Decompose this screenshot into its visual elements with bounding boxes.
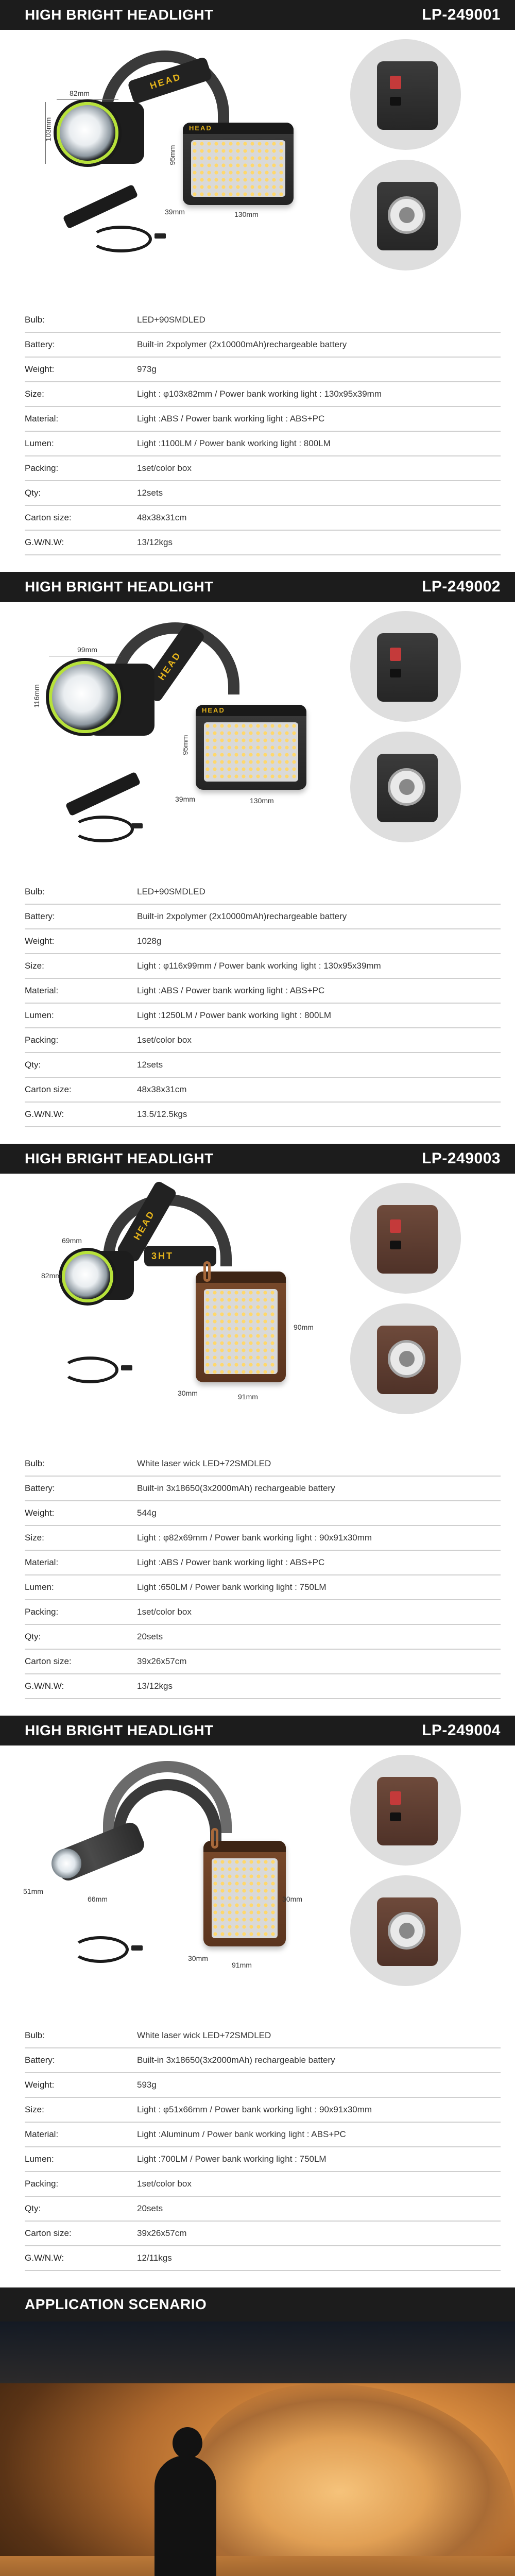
spec-row — [25, 1028, 501, 1053]
spec-row — [25, 1452, 501, 1477]
headband-alt-mark: 3HT — [151, 1251, 174, 1261]
spec-value: 1set/color box — [137, 463, 192, 473]
dimension-bank-width: 130mm — [250, 796, 274, 805]
product-banner — [0, 0, 515, 30]
spec-row — [25, 2246, 501, 2271]
usb-port-icon — [390, 1219, 401, 1233]
type-c-port-icon — [390, 1241, 401, 1249]
led-panel — [212, 1858, 278, 1938]
spec-label: Battery: — [25, 1483, 55, 1493]
person-silhouette-head — [173, 2427, 202, 2459]
spec-table — [25, 2024, 501, 2271]
spec-row — [25, 456, 501, 481]
dimension-lamp-width: 99mm — [77, 646, 97, 654]
spec-row — [25, 2073, 501, 2098]
spec-row — [25, 506, 501, 531]
spec-value: Light : φ82x69mm / Power bank working light : 90x91x30mm — [137, 1533, 372, 1543]
spec-row — [25, 1078, 501, 1103]
product-section-4 — [0, 1716, 515, 2287]
spec-label: Packing: — [25, 1607, 59, 1617]
product-banner — [0, 1144, 515, 1174]
spec-value: Light :1250LM / Power bank working light : 800LM — [137, 1010, 332, 1020]
spec-label: Qty: — [25, 1632, 41, 1641]
power-button-icon — [399, 1351, 415, 1366]
lit-rock-formation — [196, 2383, 515, 2576]
spec-row — [25, 954, 501, 979]
spec-label: Material: — [25, 986, 59, 995]
spec-value: 13/12kgs — [137, 537, 173, 547]
led-panel — [204, 1289, 278, 1374]
spec-table — [25, 1452, 501, 1699]
spec-label: Carton size: — [25, 1084, 72, 1094]
power-bank — [196, 705, 306, 790]
scenario-photo-rocks — [0, 2321, 515, 2576]
spec-row — [25, 333, 501, 358]
product-title: HIGH BRIGHT HEADLIGHT — [25, 1722, 214, 1738]
spec-row — [25, 1650, 501, 1674]
spec-label: Size: — [25, 389, 44, 399]
spec-value: Built-in 3x18650(3x2000mAh) rechargeable battery — [137, 1483, 335, 1493]
spec-row — [25, 382, 501, 407]
spec-value: 20sets — [137, 1632, 163, 1641]
spec-label: G.W/N.W: — [25, 1109, 64, 1119]
spec-label: Material: — [25, 2129, 59, 2139]
type-c-port-icon — [390, 1812, 401, 1821]
product-title: HIGH BRIGHT HEADLIGHT — [25, 7, 214, 23]
power-button-icon — [399, 779, 415, 794]
spec-value: 20sets — [137, 2204, 163, 2213]
spec-value: 48x38x31cm — [137, 1084, 187, 1094]
headband-brand-mark: HEAD — [148, 71, 183, 91]
product-code: LP-249001 — [422, 6, 501, 23]
spec-row — [25, 2048, 501, 2073]
application-scenario-section — [0, 2287, 515, 2576]
usb-plug — [131, 1945, 143, 1951]
spec-row — [25, 1053, 501, 1078]
dimension-lamp-height: 82mm — [41, 1272, 61, 1280]
spec-row — [25, 2024, 501, 2048]
application-title: APPLICATION SCENARIO — [25, 2296, 207, 2312]
dimension-bank-depth: 30mm — [178, 1389, 198, 1397]
spec-label: Packing: — [25, 463, 59, 473]
detail-button-circle — [350, 1303, 461, 1414]
spec-label: Bulb: — [25, 1459, 45, 1468]
spec-value: Light : φ103x82mm / Power bank working light : 130x95x39mm — [137, 389, 382, 399]
dimension-bank-height: 95mm — [168, 145, 177, 165]
power-bank — [183, 123, 294, 205]
headlamp-lens — [49, 661, 121, 733]
spec-label: Weight: — [25, 2080, 55, 2090]
spec-value: 13/12kgs — [137, 1681, 173, 1691]
product-code: LP-249002 — [422, 578, 501, 595]
spec-row — [25, 2222, 501, 2246]
usb-cable — [90, 226, 152, 252]
spec-value: 39x26x57cm — [137, 1656, 187, 1666]
spec-value: 12sets — [137, 1060, 163, 1070]
spec-label: G.W/N.W: — [25, 1681, 64, 1691]
product-banner — [0, 1716, 515, 1745]
dimension-lamp-height: 103mm — [44, 117, 53, 142]
spec-label: Battery: — [25, 2055, 55, 2065]
spec-value: 1set/color box — [137, 1035, 192, 1045]
spec-row — [25, 358, 501, 382]
detail-button-circle — [350, 732, 461, 842]
spec-row — [25, 2098, 501, 2123]
spec-label: Weight: — [25, 364, 55, 374]
power-bank — [203, 1841, 286, 1946]
dimension-bank-width: 130mm — [234, 210, 259, 218]
usb-cable — [72, 816, 134, 842]
spec-row — [25, 905, 501, 929]
usb-plug — [121, 1365, 132, 1370]
spec-row — [25, 1526, 501, 1551]
spec-row — [25, 531, 501, 555]
spec-row — [25, 1477, 501, 1501]
spec-label: Lumen: — [25, 1010, 54, 1020]
product-code: LP-249004 — [422, 1722, 501, 1739]
spec-value: Light :ABS / Power bank working light : ABS+PC — [137, 414, 325, 423]
headlamp-lens — [57, 102, 118, 164]
spec-label: Size: — [25, 2105, 44, 2114]
spec-label: Bulb: — [25, 887, 45, 896]
spec-label: Qty: — [25, 2204, 41, 2213]
spec-row — [25, 481, 501, 506]
spec-row — [25, 929, 501, 954]
dimension-lamp-height: 116mm — [32, 684, 41, 708]
dimension-bank-height: 95mm — [181, 735, 190, 755]
dimension-lamp-height: 51mm — [23, 1887, 43, 1895]
power-bank — [196, 1272, 286, 1382]
spec-value: 12/11kgs — [137, 2253, 172, 2263]
spec-label: G.W/N.W: — [25, 2253, 64, 2263]
spec-row — [25, 1103, 501, 1127]
usb-port-icon — [390, 76, 401, 89]
led-panel — [204, 722, 298, 782]
spec-value: 593g — [137, 2080, 157, 2090]
product-section-1 — [0, 0, 515, 572]
hanging-hook — [203, 1261, 211, 1282]
spec-value: Light :ABS / Power bank working light : ABS+PC — [137, 1557, 325, 1567]
detail-ports-circle — [350, 1183, 461, 1294]
power-button-icon — [399, 207, 415, 223]
spec-label: Lumen: — [25, 1582, 54, 1592]
spec-label: Lumen: — [25, 438, 54, 448]
spec-value: Light :Aluminum / Power bank working light : ABS+PC — [137, 2129, 346, 2139]
spec-label: Carton size: — [25, 2228, 72, 2238]
dimension-bank-depth: 30mm — [188, 1954, 208, 1962]
spec-label: Material: — [25, 414, 59, 423]
spec-label: Size: — [25, 961, 44, 971]
detail-button-circle — [350, 1875, 461, 1986]
usb-plug — [154, 233, 166, 239]
spec-row — [25, 1551, 501, 1575]
headband-brand-mark: HEAD — [131, 1208, 157, 1242]
spec-value: 48x38x31cm — [137, 513, 187, 522]
spec-label: Size: — [25, 1533, 44, 1543]
spec-label: Weight: — [25, 1508, 55, 1518]
usb-cable — [72, 1936, 129, 1963]
spec-row — [25, 308, 501, 333]
spec-row — [25, 432, 501, 456]
product-illustration — [0, 1745, 515, 2024]
spec-label: Packing: — [25, 2179, 59, 2189]
product-title: HIGH BRIGHT HEADLIGHT — [25, 579, 214, 595]
spec-row — [25, 1501, 501, 1526]
application-banner — [0, 2287, 515, 2321]
spec-value: Built-in 3x18650(3x2000mAh) rechargeable battery — [137, 2055, 335, 2065]
spec-label: G.W/N.W: — [25, 537, 64, 547]
spec-row — [25, 1575, 501, 1600]
usb-port-icon — [390, 648, 401, 661]
spec-label: Bulb: — [25, 315, 45, 325]
dimension-bank-width: 91mm — [238, 1393, 258, 1401]
spec-row — [25, 1600, 501, 1625]
spec-value: Light :700LM / Power bank working light : 750LM — [137, 2154, 327, 2164]
spec-value: 1set/color box — [137, 1607, 192, 1617]
spec-value: Light : φ51x66mm / Power bank working light : 90x91x30mm — [137, 2105, 372, 2114]
spec-value: 1set/color box — [137, 2179, 192, 2189]
spec-label: Packing: — [25, 1035, 59, 1045]
spec-row — [25, 880, 501, 905]
detail-ports-circle — [350, 39, 461, 150]
spec-row — [25, 1625, 501, 1650]
dimension-bank-height: 90mm — [294, 1323, 314, 1331]
dimension-bank-depth: 39mm — [175, 795, 195, 803]
dimension-bank-height: 30mm — [282, 1895, 302, 1903]
power-button-icon — [399, 1923, 415, 1938]
spec-table — [25, 880, 501, 1127]
spec-value: 12sets — [137, 488, 163, 498]
spec-value: 973g — [137, 364, 157, 374]
spec-label: Battery: — [25, 340, 55, 349]
spec-value: 13.5/12.5kgs — [137, 1109, 187, 1119]
person-silhouette — [154, 2455, 216, 2576]
product-illustration — [0, 602, 515, 880]
bank-brand-mark: HEAD — [202, 706, 225, 714]
bank-brand-mark: HEAD — [189, 124, 212, 132]
product-code: LP-249003 — [422, 1150, 501, 1167]
spec-value: Built-in 2xpolymer (2x10000mAh)rechargeable battery — [137, 340, 347, 349]
dimension-bank-depth: 39mm — [165, 208, 185, 216]
spec-value: Light :ABS / Power bank working light : ABS+PC — [137, 986, 325, 995]
spec-row — [25, 1004, 501, 1028]
spec-row — [25, 407, 501, 432]
usb-cable — [62, 1357, 118, 1383]
product-illustration — [0, 30, 515, 308]
spec-value: 39x26x57cm — [137, 2228, 187, 2238]
spec-label: Carton size: — [25, 513, 72, 522]
detail-button-circle — [350, 160, 461, 270]
spec-row — [25, 979, 501, 1004]
spec-row — [25, 2197, 501, 2222]
product-title: HIGH BRIGHT HEADLIGHT — [25, 1150, 214, 1166]
spec-label: Carton size: — [25, 1656, 72, 1666]
type-c-port-icon — [390, 669, 401, 677]
spec-label: Qty: — [25, 1060, 41, 1070]
dimension-bank-width: 91mm — [232, 1961, 252, 1969]
spec-table — [25, 308, 501, 555]
spec-value: Light :650LM / Power bank working light : 750LM — [137, 1582, 327, 1592]
spec-value: 1028g — [137, 936, 162, 946]
spec-value: 544g — [137, 1508, 157, 1518]
usb-port-icon — [390, 1791, 401, 1805]
product-illustration — [0, 1174, 515, 1452]
spec-value: White laser wick LED+72SMDLED — [137, 2030, 271, 2040]
product-section-2 — [0, 572, 515, 1144]
headband-brand-mark: HEAD — [156, 649, 183, 682]
headlamp-lens — [62, 1251, 113, 1302]
dimension-lamp-width: 69mm — [62, 1236, 82, 1245]
usb-plug — [131, 823, 143, 828]
spec-label: Lumen: — [25, 2154, 54, 2164]
spec-row — [25, 2172, 501, 2197]
hanging-hook — [211, 1828, 218, 1849]
spec-row — [25, 2147, 501, 2172]
dimension-line — [57, 99, 118, 100]
type-c-port-icon — [390, 97, 401, 106]
product-banner — [0, 572, 515, 602]
spec-label: Battery: — [25, 911, 55, 921]
spec-label: Weight: — [25, 936, 55, 946]
spec-value: Light : φ116x99mm / Power bank working light : 130x95x39mm — [137, 961, 381, 971]
dimension-lamp-width: 82mm — [70, 89, 90, 97]
product-section-3 — [0, 1144, 515, 1716]
spec-value: LED+90SMDLED — [137, 887, 205, 896]
detail-ports-circle — [350, 611, 461, 722]
dimension-lamp-width: 66mm — [88, 1895, 108, 1903]
spec-value: LED+90SMDLED — [137, 315, 205, 325]
spec-label: Bulb: — [25, 2030, 45, 2040]
spec-label: Qty: — [25, 488, 41, 498]
detail-ports-circle — [350, 1755, 461, 1866]
spec-label: Material: — [25, 1557, 59, 1567]
spare-strap — [65, 772, 141, 817]
spec-value: Light :1100LM / Power bank working light : 800LM — [137, 438, 331, 448]
spare-strap — [63, 184, 139, 229]
spec-row — [25, 1674, 501, 1699]
spec-value: White laser wick LED+72SMDLED — [137, 1459, 271, 1468]
led-panel — [191, 140, 285, 197]
spec-value: Built-in 2xpolymer (2x10000mAh)rechargeable battery — [137, 911, 347, 921]
zoom-lens — [52, 1849, 81, 1878]
spec-row — [25, 2123, 501, 2147]
